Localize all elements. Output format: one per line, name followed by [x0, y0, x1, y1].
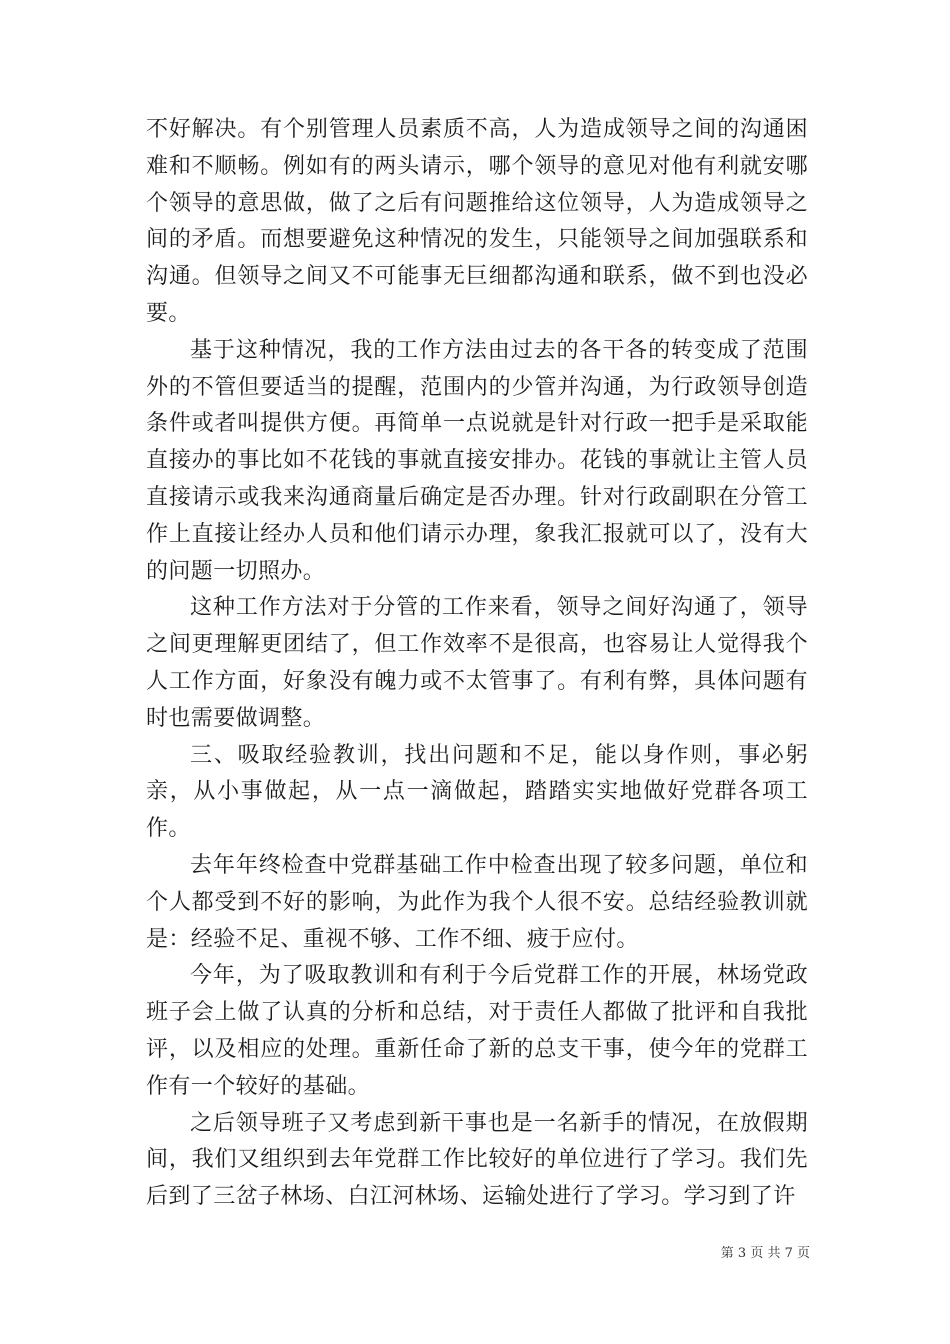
- document-body: [146, 112, 808, 1216]
- paragraph-continuation: 不好解决。有个别管理人员素质不高，人为造成领导之间的沟通困难和不顺畅。例如有的两头请示，哪个领导的意见对他有利就安哪个领导的意思做，做了之后有问题推给这位领导，人为造成领导之间的矛盾。而想要避免这种情况的发生，只能领导之间加强联系和沟通。但领导之间又不可能事无巨细都沟通和联系，做不到也没必要。: [146, 117, 808, 326]
- paragraph-this-year: 今年，为了吸取教训和有利于今后党群工作的开展，林场党政班子会上做了认真的分析和总结，对于责任人都做了批评和自我批评，以及相应的处理。重新任命了新的总支干事，使今年的党群工作有一个较好的基础。: [146, 963, 808, 1099]
- paragraph-study-visits: 之后领导班子又考虑到新干事也是一名新手的情况，在放假期间，我们又组织到去年党群工作比较好的单位进行了学习。我们先后到了三岔子林场、白江河林场、运输处进行了学习。学习到了许: [146, 1110, 808, 1210]
- section-heading-lessons: 三、吸取经验教训，找出问题和不足，能以身作则，事必躬亲，从小事做起，从一点一滴做起，踏踏实实地做好党群各项工作。: [146, 742, 808, 842]
- paragraph-last-year-check: 去年年终检查中党群基础工作中检查出现了较多问题，单位和个人都受到不好的影响，为此作为我个人很不安。总结经验教训就是：经验不足、重视不够、工作不细、疲于应付。: [146, 852, 808, 952]
- page-number: 第 3 页 共 7 页: [720, 1246, 810, 1261]
- paragraph-method-effect: 这种工作方法对于分管的工作来看，领导之间好沟通了，领导之间更理解更团结了，但工作效率不是很高，也容易让人觉得我个人工作方面，好象没有魄力或不太管事了。有利有弊，具体问题有时也需要做调整。: [146, 595, 808, 731]
- paragraph-work-method: 基于这种情况，我的工作方法由过去的各干各的转变成了范围外的不管但要适当的提醒，范围内的少管并沟通，为行政领导创造条件或者叫提供方便。再简单一点说就是针对行政一把手是采取能直接办的事比如不花钱的事就直接安排办。花钱的事就让主管人员直接请示或我来沟通商量后确定是否办理。针对行政副职在分管工作上直接让经办人员和他们请示办理，象我汇报就可以了，没有大的问题一切照办。: [146, 337, 808, 584]
